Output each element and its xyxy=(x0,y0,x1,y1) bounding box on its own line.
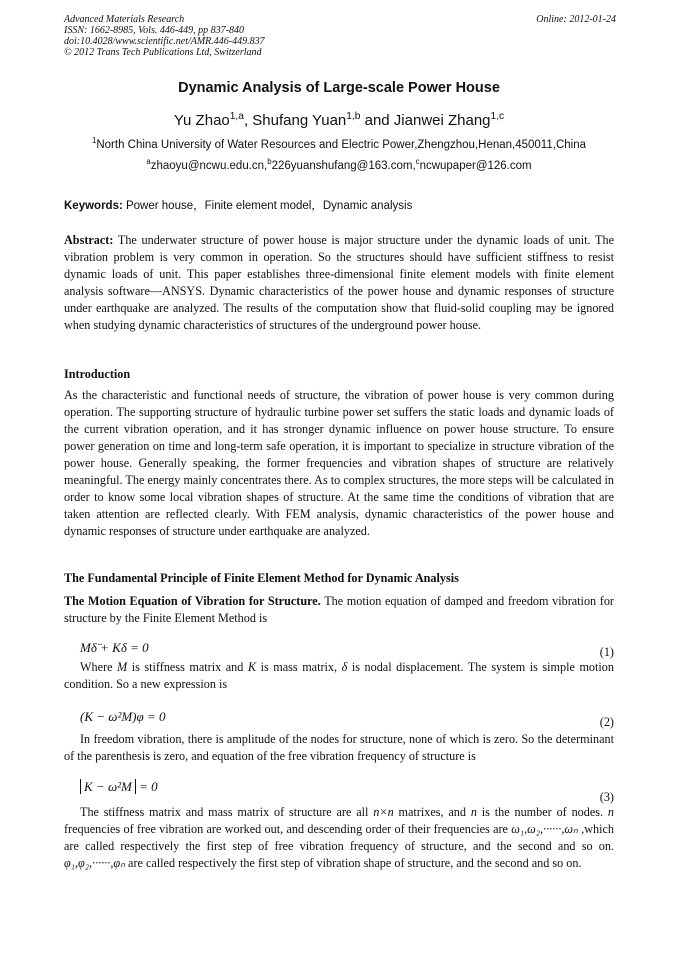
equation-3 xyxy=(80,779,158,795)
text-run: frequencies of free vibration are worked out, and descending order of their frequencies are xyxy=(64,822,512,836)
intro-heading: Introduction xyxy=(64,367,131,381)
journal-name: Advanced Materials Research xyxy=(64,14,185,25)
email-list xyxy=(0,157,678,172)
equation-2-number: (2) xyxy=(599,715,614,729)
equation-1: Mδ̈ + Kδ = 0 xyxy=(80,640,149,655)
math-symbol: φ₁,φ₂,······,φₙ xyxy=(64,856,125,870)
keywords-text: Power house，Finite element model，Dynamic analysis xyxy=(122,200,413,212)
paper-title: Dynamic Analysis of Large-scale Power House xyxy=(178,80,500,96)
affiliation-sup: 1 xyxy=(91,136,97,146)
email-b: 226yuanshufang@163.com, xyxy=(271,160,416,172)
equation-3-rhs: = 0 xyxy=(135,779,158,794)
section-heading: The Fundamental Principle of Finite Element Method for Dynamic Analysis xyxy=(64,571,459,585)
equation-3-number: (3) xyxy=(599,790,614,804)
determinant: K − ω²M xyxy=(80,779,136,794)
text-run: Where xyxy=(80,660,118,674)
text-run: is nodal displacement. The system is simple motion condition. So a new expression is xyxy=(64,660,614,691)
equation-1-number: (1) xyxy=(599,645,614,659)
keywords xyxy=(64,197,616,213)
text-run: are called respectively the first step of vibration shape of structure, and the second and so on. xyxy=(124,856,582,870)
author-name: , Shufang Yuan xyxy=(243,112,347,129)
math-symbol: ω₁,ω₂,······,ωₙ xyxy=(511,822,578,836)
paragraph-after-eq3 xyxy=(64,804,614,872)
keywords-label: Keywords: xyxy=(64,200,123,212)
issn-line: ISSN: 1662-8985, Vols. 446-449, pp 837-840 xyxy=(64,25,244,36)
text-run: is the number of nodes. xyxy=(476,805,608,819)
paragraph-after-eq1 xyxy=(64,659,614,693)
email-a: zhaoyu@ncwu.edu.cn, xyxy=(150,160,268,172)
paragraph-after-eq2: In freedom vibration, there is amplitude of the nodes for structure, none of which is zero. So the determinant of the parenthesis is zero, and equation of the free vibration frequency of structure is xyxy=(64,732,614,763)
text-run: matrixes, and xyxy=(393,805,471,819)
online-date: Online: 2012-01-24 xyxy=(536,14,616,25)
email-sup: b xyxy=(267,157,272,167)
copyright-line: © 2012 Trans Tech Publications Ltd, Switzerland xyxy=(64,47,262,58)
text-run: is mass matrix, xyxy=(256,660,342,674)
text-run: ,which are called respectively the first step of free vibration frequency of structure, and the second and so on. xyxy=(64,822,614,853)
equation-2: (K − ω²M)φ = 0 xyxy=(80,709,166,724)
text-run: The stiffness matrix and mass matrix of structure are all xyxy=(80,805,374,819)
math-symbol: n×n xyxy=(373,805,394,819)
text-run: is stiffness matrix and xyxy=(127,660,248,674)
email-c: ncwupaper@126.com xyxy=(419,160,532,172)
author-name: and Jianwei Zhang xyxy=(360,112,491,129)
abstract-paragraph xyxy=(64,232,614,334)
math-symbol: K xyxy=(247,660,257,674)
email-sup: c xyxy=(415,157,420,167)
affiliation xyxy=(0,136,678,151)
author-sup: 1,a xyxy=(229,111,244,122)
subsection-paragraph xyxy=(64,593,614,627)
email-sup: a xyxy=(146,157,151,167)
abstract-text: The underwater structure of power house is major structure under the dynamic loads of unit. The vibration problem is very common in operation. So the structures should have sufficient stiffness to resist dynamic loads of unit. This paper establishes three-dimensional finite element models with finite element analysis software—ANSYS. Dynamic characteristics of the power house and dynamic responses of structure under earthquake are analyzed. The results of the computation show that fluid-solid coupling may be ignored when studying dynamic characteristics of structures of the underground power house. xyxy=(64,233,614,332)
subsection-label: The Motion Equation of Vibration for Structure. xyxy=(64,594,321,608)
subsection-text: The motion equation of damped and freedom vibration for structure by the Finite Element Method is xyxy=(64,594,614,625)
affiliation-text: North China University of Water Resources and Electric Power,Zhengzhou,Henan,450011,China xyxy=(96,139,586,151)
math-symbol: n xyxy=(470,805,477,819)
abstract-label: Abstract: xyxy=(64,233,114,247)
intro-paragraph: As the characteristic and functional needs of structure, the vibration of power house is very common during operation. The supporting structure of hydraulic turbine power set suffers the static loads and dynamic loads of the current vibration operation, and it has stronger dynamic influence on power house structure. To ensure power generation on time and long-term safe operation, it is important to specialize in structure vibration of the power house. Generally speaking, the former frequencies and vibration shapes of structure are relatively meaningful. The energy mainly concentrates there. As to complex structures, the more steps will be calculated in order to know some local vibration shapes of structure. At the same time the conditions of vibration that are taken attention are reflected clearly. With FEM analysis, dynamic characteristics of the power house and dynamic responses of structure under earthquake are analyzed. xyxy=(64,388,614,538)
doi-line: doi:10.4028/www.scientific.net/AMR.446-449.837 xyxy=(64,36,265,47)
author-name: Yu Zhao xyxy=(173,112,230,129)
author-sup: 1,c xyxy=(490,111,505,122)
math-symbol: M xyxy=(117,660,128,674)
author-list xyxy=(0,112,678,129)
author-sup: 1,b xyxy=(346,111,361,122)
math-symbol: δ xyxy=(341,660,348,674)
running-header xyxy=(64,14,616,58)
math-symbol: n xyxy=(607,805,614,819)
